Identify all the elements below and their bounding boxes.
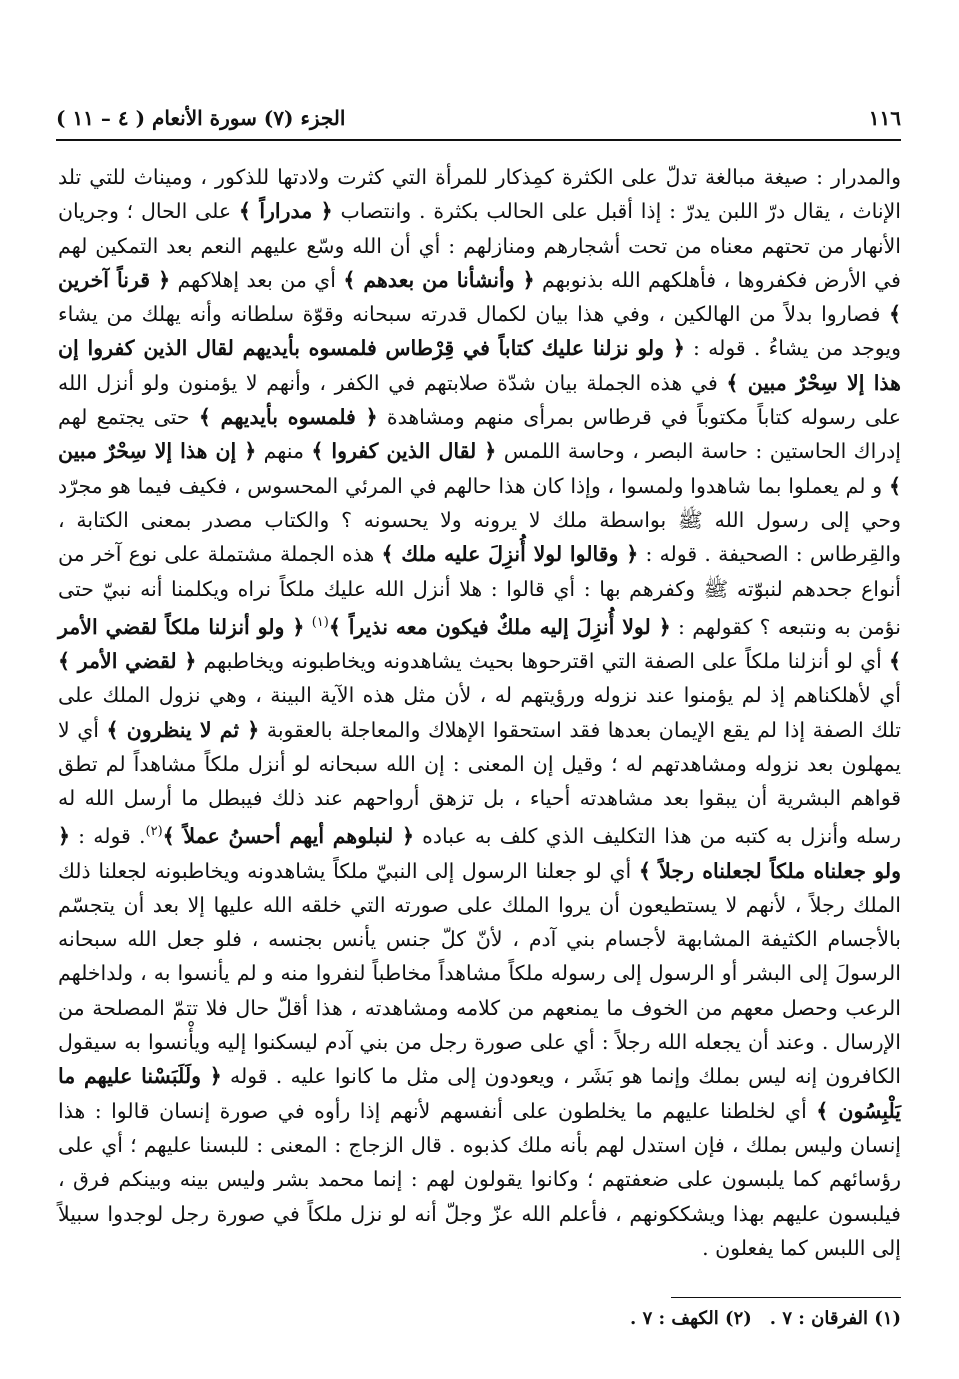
quran-quote: ﴿ فلمسوه بأيديهم ﴾ — [198, 405, 378, 430]
quran-quote: ﴿ ولَلَبَسْنا عليهم ما يَلْبِسُون ﴾ — [58, 1064, 901, 1123]
text-run: أي لا يمهلون بعد نزوله ومشاهدتهم له ؛ وقيل إن المعنى : إن الله سبحانه لو أنزل ملكاً مشاهداً لم تطق قواهم البشرية أن يبقوا بعد مشاهدته أحياء ، بل تزهق أرواحهم عند ذلك فيبطل ما أرسل الله له رسله وأنزل به كتبه من هذا التكليف الذي كلف به عباده — [58, 717, 901, 849]
text-run: أي لأهلكناهم إذ لم يؤمنوا عند نزوله ورؤيتهم له ، لأن مثل هذه الآية البينة ، وهي نزول الملك على تلك الصفة إذا لم يقع الإيمان بعدها فقد استحقوا الإهلاك والمعاجلة بالعقوبة — [58, 683, 902, 742]
quran-quote: ﴿ لولا أُنزِلَ إليه ملكٌ فيكون معه نذيراً ﴾ — [328, 614, 671, 639]
quran-quote: ﴿ لقضي الأمر ﴾ — [58, 648, 197, 673]
commentary-text — [58, 160, 901, 1265]
footnote-2: (٢) الكهف : ٧ . — [630, 1308, 752, 1329]
page-number: ١١٦ — [868, 106, 901, 130]
quran-quote: ﴿ قرناً آخرين ﴾ — [58, 267, 901, 327]
footnote-divider — [671, 1297, 901, 1298]
footnote-marker[interactable]: (١) — [311, 614, 329, 630]
text-run: منهم — [256, 439, 312, 464]
quran-quote: ﴿ لقال الذين كفروا ﴾ — [311, 439, 497, 464]
footnotes — [58, 1304, 901, 1334]
commentary-paragraph — [58, 160, 901, 1265]
text-run: حتى يجتمع لهم إدراك الحاستين : حاسة البصر ، وحاسة اللمس — [58, 405, 901, 464]
quran-quote: ﴿ ولو جعلناه ملكاً لجعلناه رجلاً ﴾ — [58, 824, 902, 883]
text-run: و لم يعملوا بما شاهدوا ولمسوا ، وإذا كان هذا حالهم في المرئي المحسوس ، فكيف فيما هو مجرّد وحي إلى رسول الله ﷺ بواسطة ملك لا يرونه ولا يحسونه ؟ والكتاب مصدر بمعنى الكتابة ، والقِرطاس : الصحيفة . قوله : — [58, 473, 901, 567]
quran-quote: ﴿ ثم لا ينظرون ﴾ — [106, 717, 260, 742]
text-run: على الحال ؛ وجريان الأنهار من تحتهم معناه من تحت أشجارهم ومنازلهم : أي أن الله وسّع عليهم النعم بعد التمكين لهم في الأرض فكفروها ، فأهلكهم الله بذنوبهم — [58, 199, 901, 292]
quran-quote: ﴿ وقالوا لولا أُنزِلَ عليه ملك ﴾ — [381, 542, 639, 567]
running-title: الجزء (٧) سورة الأنعام ( ٤ – ١١ ) — [56, 106, 346, 130]
quran-quote: ﴿ ولو أنزلنا ملكاً لقضي الأمر ﴾ — [58, 614, 901, 673]
text-run: . قوله : — [70, 824, 146, 849]
text-run: في هذه الجملة بيان شدّة صلابتهم في الكفر ، وأنهم لا يؤمنون ولو أنزل الله على رسوله كتاباً مكتوباً في قرطاس بمرأى منهم ومشاهدة — [58, 370, 901, 430]
text-run — [304, 615, 311, 639]
quran-quote: ﴿ إن هذا إلا سِحْرٌ مبين ﴾ — [58, 439, 901, 498]
text-run: فصاروا بدلاً من الهالكين ، وفي هذا بيان لكمال قدرته سبحانه وقوّة سلطانه وأنه يهلك من يشاء ويوجد من يشاءُ . قوله : — [58, 302, 901, 361]
page-header — [56, 100, 901, 136]
quran-quote: ﴿ لنبلوهم أيهم أحسنُ عملاً ﴾ — [162, 824, 414, 849]
footnote-1: (١) الفرقان : ٧ . — [769, 1308, 901, 1329]
footnote-marker[interactable]: (٢) — [145, 824, 163, 840]
quran-quote: ﴿ ولو نزلنا عليك كتاباً في قِرْطاس فلمسوه بأيديهم لقال الذين كفروا إن هذا إلا سِحْرٌ مبين ﴾ — [58, 336, 901, 395]
quran-quote: ﴿ وأنشأنا من بعدهم ﴾ — [343, 267, 535, 292]
text-run: أي لو أنزلنا ملكاً على الصفة التي اقترحوها بحيث يشاهدونه ويخاطبونه ويخاطبهم — [196, 648, 889, 673]
text-run: أي لخلطنا عليهم ما يخلطون على أنفسهم لأنهم إذا رأوه في صورة إنسان قالوا : هذا إنسان وليس بملك ، فإن استدل لهم بأنه ملك كذبوه . قال الزجاج : المعنى : للبسنا عليهم ؛ أي على رؤسائهم كما يلبسون على ضعفتهم ؛ وكانوا يقولون لهم : إنما محمد بشر وليس بينه وبينكم فرق ، فيلبسون عليهم بهذا ويشككونهم ، فأعلم الله عزّ وجلّ أنه لو نزل ملكاً في صورة رجل لوجدوا سبيلاً إلى اللبس كما يفعلون . — [58, 1098, 901, 1260]
header-divider — [56, 139, 901, 141]
text-run: أي لو جعلنا الرسول إلى النبيّ ملكاً يشاهدونه ويخاطبونه لجعلنا ذلك الملك رجلاً ، لأنهم لا يستطيعون أن يروا الملك على صورته التي خلقه الله عليها إلا بعد أن يتجسّم بالأجسام الكثيفة المشابهة لأجسام بني آدم ، لأنّ كلّ جنس يأنس بجنسه ، فلو جعل الله سبحانه الرسولَ إلى البشر أو الرسول إلى رسوله ملكاً مشاهداً مخاطباً لنفروا منه و لم يأنسوا به ، ولداخلهم الرعب وحصل معهم من الخوف ما يمنعهم من كلامه ومشاهدته ، هذا أقلّ حال فلا تتمّ المصلحة من الإرسال . وعند أن يجعله الله رجلاً : أي على صورة رجل من بني آدم ليسكنوا إليه ويأْنسوا به سيقول الكافرون إنه ليس بملك وإنما هو بَشَر ، ويعودون إلى مثل ما كانوا عليه . قوله — [58, 858, 901, 1089]
text-run: هذه الجملة مشتملة على نوع آخر من أنواع جحدهم لنبوّته ﷺ وكفرهم بها : أي قالوا : هلا أنزل الله عليك ملكاً نراه ويكلمنا أنه نبيّ حتى نؤمن به ونتبعه ؟ كقولهم : — [58, 542, 901, 639]
quran-quote: ﴿ مدراراً ﴾ — [238, 199, 333, 224]
text-run: أي من بعد إهلاكهم — [170, 267, 344, 292]
text-run: والمدرار : صيغة مبالغة تدلّ على الكثرة كمِذكار للمرأة التي كثرت ولادتها للذكور ، وميناث للتي تلد الإناث ، يقال درّ اللبن يدرّ : إذا أقبل على الحالب بكثرة . وانتصاب — [58, 165, 901, 224]
